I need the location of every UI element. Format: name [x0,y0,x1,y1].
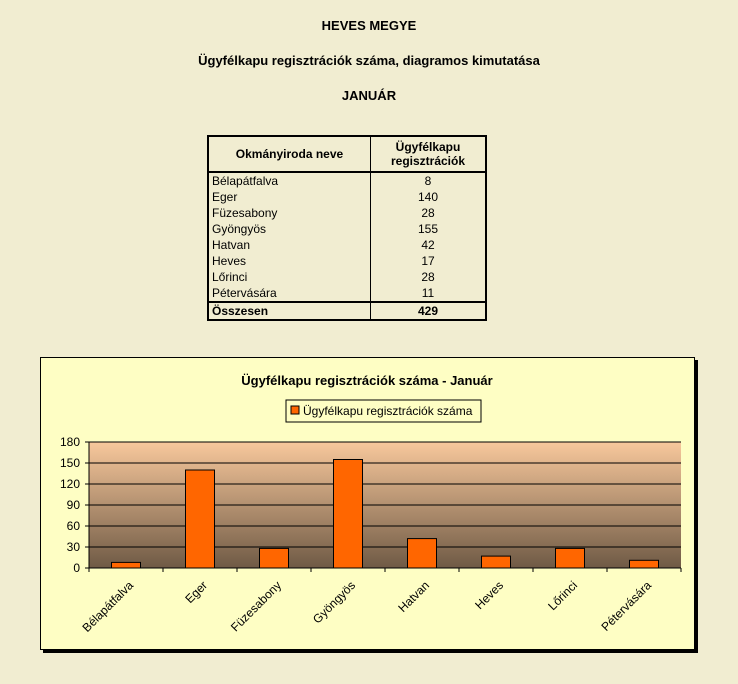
office-name: Hatvan [208,237,371,253]
total-label: Összesen [208,302,371,320]
registration-count: 17 [371,253,487,269]
registration-count: 11 [371,285,487,302]
report-title: HEVES MEGYE [321,18,417,33]
office-name: Lőrinci [208,269,371,285]
total-value: 429 [371,302,487,320]
y-tick-label: 180 [59,435,80,449]
office-name: Gyöngyös [208,221,371,237]
x-tick-label: Hatvan [395,578,433,616]
table-row [208,285,486,302]
chart-legend [286,400,481,422]
y-tick-label: 90 [66,498,80,512]
x-axis [80,568,681,635]
table-row [208,221,486,237]
bar [334,460,363,569]
office-name: Pétervására [208,285,371,302]
chart-title: Ügyfélkapu regisztrációk száma - Január [241,373,493,388]
legend-label: Ügyfélkapu regisztrációk száma [303,404,473,418]
x-tick-label: Lőrinci [545,578,581,614]
bar [630,560,659,568]
x-tick-label: Bélapátfalva [79,578,137,635]
office-name: Eger [208,189,371,205]
registration-count: 28 [371,269,487,285]
y-tick-label: 60 [66,519,80,533]
x-tick-label: Pétervására [598,578,655,634]
y-tick-label: 150 [59,456,80,470]
x-tick-label: Heves [472,578,507,613]
legend-swatch [291,406,299,414]
registration-count: 140 [371,189,487,205]
registration-count: 42 [371,237,487,253]
x-tick-label: Eger [182,578,211,607]
table-row [208,172,486,189]
registration-count: 8 [371,172,487,189]
y-axis [60,435,89,575]
column-header-line2: regisztrációk [390,154,466,168]
table-row [208,253,486,269]
office-name: Bélapátfalva [208,172,371,189]
bar [556,548,585,568]
report-month: JANUÁR [341,88,397,103]
office-name: Füzesabony [208,205,371,221]
table-header-row [208,136,486,172]
column-header-registrations [371,136,487,172]
report-subtitle: Ügyfélkapu regisztrációk száma, diagramos kimutatása [198,53,540,68]
chart-area [40,357,695,650]
y-tick-label: 30 [66,540,80,554]
bar [260,548,289,568]
y-tick-label: 120 [59,477,80,491]
bar [408,539,437,568]
bar [482,556,511,568]
x-tick-label: Füzesabony [227,578,285,635]
registration-count: 155 [371,221,487,237]
table-row [208,237,486,253]
table-row [208,269,486,285]
column-header-office: Okmányiroda neve [208,136,371,172]
column-header-line1: Ügyfélkapu [395,140,461,154]
y-tick-label: 0 [73,561,80,575]
table-row [208,189,486,205]
office-name: Heves [208,253,371,269]
registrations-table [207,135,487,321]
table-row [208,205,486,221]
bar [186,470,215,568]
registration-count: 28 [371,205,487,221]
bar-chart [41,358,694,649]
bar [112,562,141,568]
table-total-row [208,302,486,320]
x-tick-label: Gyöngyös [310,578,359,627]
